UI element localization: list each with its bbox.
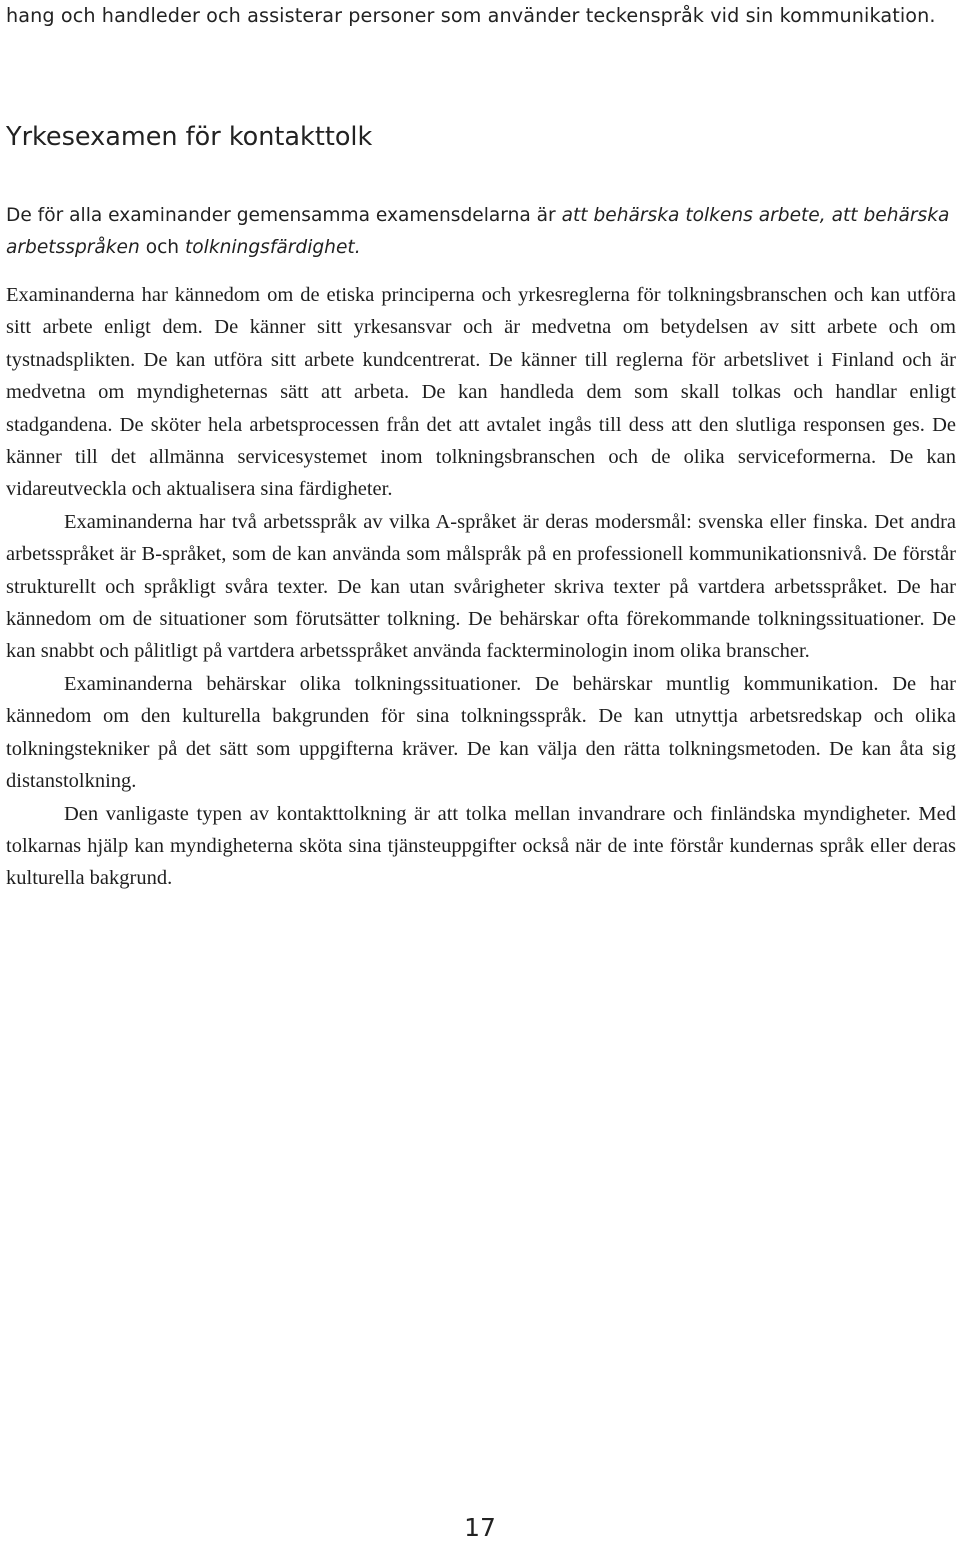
body-text [6,279,956,895]
body-paragraph-2: Examinanderna har två arbetsspråk av vilka A-språket är deras modersmål: svenska eller finska. Det andra arbetsspråket är B-språket, som de kan använda som målspråk på en professionell kommunikationsnivå. De förstår strukturellt och språkligt svåra texter. De kan utan svårigheter skriva texter på vartdera arbetsspråket. De har kännedom om de situationer som förutsätter tolkning. De behärskar ofta förekommande tolkningssituationer. De kan snabbt och pålitligt på vartdera arbetsspråket använda fackterminologin inom olika branscher. [6,510,956,663]
body-paragraph-1: Examinanderna har kännedom om de etiska principerna och yrkesreglerna för tolkningsbranschen och kan utföra sitt arbete enligt dem. De känner sitt yrkesansvar och är medvetna om betydelsen av sitt arbete och om tystnadsplikten. De kan utföra sitt arbete kundcentrerat. De känner till reglerna för arbetslivet i Finland och är medvetna om myndigheternas sätt att arbeta. De kan handleda dem som skall tolkas och handlar enligt stadgandena. De sköter hela arbetsprocessen från det att avtalet ingås till dess att den slutliga responsen ges. De känner till det allmänna servicesystemet inom tolkningsbranschen och de olika serviceformerna. De kan vidareutveckla och aktualisera sina färdigheter. [6,284,956,501]
page-number: 17 [464,1513,496,1542]
lead-middle: och [139,237,185,258]
body-paragraph-4: Den vanligaste typen av kontakttolkning är att tolka mellan invandrare och finländska myndigheter. Med tolkarnas hjälp kan myndigheterna sköta sina tjänsteuppgifter också när de inte förstår kundernas språk eller deras kulturella bakgrund. [6,802,956,890]
lead-paragraph [6,200,956,264]
lead-prefix: De för alla examinander gemensamma examensdelarna är [6,205,562,226]
lead-italic-1: att behärska tolkens arbete, att behärska arbetsspråken [6,205,950,258]
lead-italic-2: tolkningsfärdighet. [185,237,361,258]
section-heading: Yrkesexamen för kontakttolk [6,122,373,152]
intro-paragraph: hang och handleder och assisterar personer som använder teckenspråk vid sin kommunikation. [6,4,936,27]
body-paragraph-3: Examinanderna behärskar olika tolkningssituationer. De behärskar muntlig kommunikation. De har kännedom om den kulturella bakgrunden för sina tolkningsspråk. De kan utnyttja arbetsredskap och olika tolkningstekniker på det sätt som uppgifterna kräver. De kan välja den rätta tolkningsmetoden. De kan åta sig distanstolkning. [6,672,956,793]
